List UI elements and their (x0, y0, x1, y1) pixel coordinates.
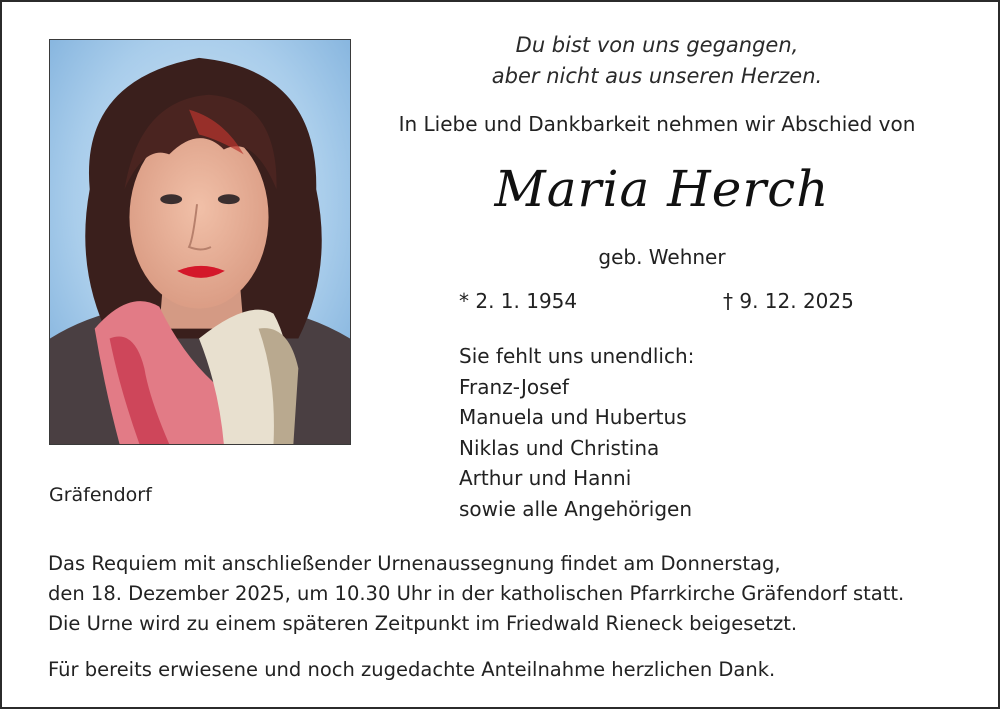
mourner-name: Niklas und Christina (459, 435, 660, 460)
memorial-verse (432, 30, 882, 92)
birth-date: * 2. 1. 1954 (459, 289, 578, 313)
farewell-intro: In Liebe und Dankbarkeit nehmen wir Abschied von (398, 112, 916, 136)
service-line-2: den 18. Dezember 2025, um 10.30 Uhr in der katholischen Pfarrkirche Gräfendorf statt. (48, 582, 905, 605)
mourners-list (459, 341, 694, 524)
service-line-3: Die Urne wird zu einem späteren Zeitpunkt im Friedwald Rieneck beigesetzt. (48, 612, 798, 635)
hometown: Gräfendorf (49, 484, 152, 506)
death-date: † 9. 12. 2025 (723, 289, 854, 313)
thanks-note: Für bereits erwiesene und noch zugedachte Anteilnahme herzlichen Dank. (48, 658, 776, 681)
maiden-name: geb. Wehner (598, 245, 726, 269)
verse-line-2: aber nicht aus unseren Herzen. (491, 64, 823, 88)
service-line-1: Das Requiem mit anschließender Urnenaussegnung findet am Donnerstag, (48, 552, 781, 575)
deceased-name: Maria Herch (494, 160, 830, 218)
mourner-name: Manuela und Hubertus (459, 405, 687, 429)
verse-line-1: Du bist von uns gegangen, (515, 33, 799, 57)
mourner-name: Arthur und Hanni (459, 466, 632, 490)
mourner-name: Franz-Josef (459, 374, 569, 399)
portrait-image (50, 40, 350, 444)
mourners-heading: Sie fehlt uns unendlich: (459, 344, 695, 368)
service-details (48, 549, 968, 639)
portrait-photo (49, 39, 351, 445)
mourner-name: sowie alle Angehörigen (459, 496, 692, 521)
